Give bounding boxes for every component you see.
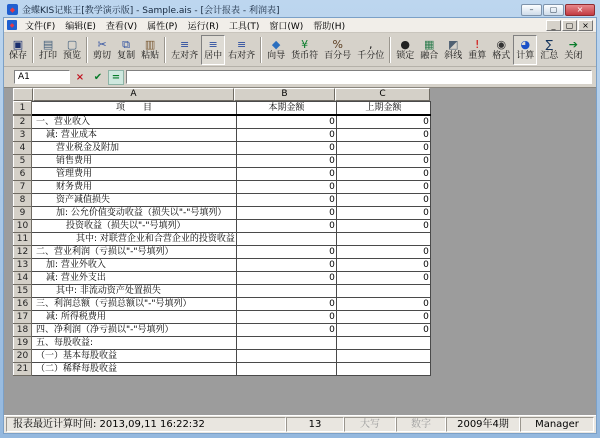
row-header[interactable]: 4	[14, 142, 32, 155]
current-period-cell[interactable]: 0	[236, 181, 336, 194]
current-period-cell[interactable]: 0	[236, 220, 336, 233]
table-row	[14, 324, 431, 337]
table-row	[14, 272, 431, 285]
item-cell[interactable]: 其中: 对联营企业和合营企业的投资收益	[32, 233, 237, 246]
save-icon: ▣	[12, 37, 24, 51]
row-header[interactable]: 10	[14, 220, 32, 233]
calculate-button[interactable]	[513, 35, 537, 65]
toolbar-button-label: 斜线	[444, 50, 463, 61]
formula-cancel-button[interactable]: ×	[75, 71, 85, 83]
column-header-row	[13, 88, 596, 101]
window-controls	[521, 4, 595, 16]
toolbar-button-label: 复制	[117, 50, 136, 61]
row-header[interactable]: 19	[14, 337, 32, 350]
item-cell[interactable]: 资产减值损失	[32, 194, 237, 207]
align-left-icon: ≡	[179, 37, 190, 51]
row-header[interactable]: 17	[14, 311, 32, 324]
printer-icon: ▤	[42, 37, 54, 51]
item-cell[interactable]: 营业税金及附加	[32, 142, 237, 155]
table-row	[14, 298, 431, 311]
formula-bar	[4, 67, 596, 87]
menu-item-tools[interactable]: 工具(T)	[228, 21, 260, 32]
status-panel-uppercase: 大写	[344, 417, 396, 432]
current-period-cell[interactable]: 0	[236, 194, 336, 207]
current-period-cell[interactable]: 0	[236, 115, 336, 129]
toolbar-button-label: 重算	[468, 50, 487, 61]
sigma-icon: ∑	[545, 37, 554, 51]
table-row	[14, 129, 431, 142]
income-statement-table	[13, 101, 431, 376]
merge-button[interactable]	[417, 35, 441, 65]
column-header-a[interactable]: A	[33, 88, 234, 101]
format-button[interactable]	[489, 35, 513, 65]
toolbar-button-label: 打印	[39, 50, 58, 61]
formula-equals-button[interactable]: =	[108, 70, 124, 85]
mdi-close-button[interactable]: ×	[578, 20, 593, 31]
table-row	[14, 246, 431, 259]
item-cell[interactable]: 四、净利润（净亏损以"-"号填列）	[32, 324, 237, 337]
table-row	[14, 233, 431, 246]
calculate-icon: ◕	[520, 37, 531, 51]
prior-period-cell[interactable]: 0	[336, 311, 430, 324]
toolbar-separator	[260, 37, 262, 63]
toolbar-button-label: 保存	[9, 50, 28, 61]
toolbar-button-label: 货币符	[291, 50, 319, 61]
cell-reference-box[interactable]: A1	[14, 70, 70, 84]
status-calc-time: 报表最近计算时间: 2013,09,11 16:22:32	[6, 417, 286, 432]
item-cell[interactable]: 减: 营业成本	[32, 129, 237, 142]
select-all-corner[interactable]	[13, 88, 33, 101]
align-center-icon: ≡	[208, 37, 218, 51]
toolbar-button-label: 千分位	[357, 50, 385, 61]
row-header[interactable]: 15	[14, 285, 32, 298]
toolbar-button-label: 计算	[516, 50, 535, 61]
comma-icon: ,	[368, 37, 373, 51]
item-cell[interactable]: （一）基本每股收益	[32, 350, 237, 363]
item-cell[interactable]: 三、利润总额（亏损总额以"-"号填列）	[32, 298, 237, 311]
table-row	[14, 337, 431, 350]
prior-period-cell[interactable]: 0	[336, 207, 430, 220]
item-cell[interactable]: 加: 公允价值变动收益（损失以"-"号填列）	[32, 207, 237, 220]
row-header[interactable]: 13	[14, 259, 32, 272]
item-cell[interactable]: 一、营业收入	[32, 115, 237, 129]
status-panel-count: 13	[286, 417, 344, 432]
diagonal-button[interactable]	[441, 35, 465, 65]
current-period-cell[interactable]	[236, 363, 336, 376]
summarize-button[interactable]	[537, 35, 561, 65]
item-cell[interactable]: （二）稀释每股收益	[32, 363, 237, 376]
row-header[interactable]: 2	[14, 115, 32, 129]
merge-cells-icon: ▦	[424, 37, 435, 51]
current-period-cell[interactable]	[236, 350, 336, 363]
formula-input[interactable]	[126, 70, 592, 84]
status-panel-user: Manager	[520, 417, 594, 432]
prior-period-cell[interactable]	[336, 363, 430, 376]
item-cell[interactable]: 管理费用	[32, 168, 237, 181]
toolbar-button-label: 格式	[492, 50, 511, 61]
save-button[interactable]	[6, 35, 30, 65]
toolbar-button-label: 汇总	[540, 50, 559, 61]
prior-period-cell[interactable]	[336, 337, 430, 350]
toolbar-separator	[164, 37, 166, 63]
current-period-cell[interactable]	[236, 233, 336, 246]
toolbar-button-label: 向导	[267, 50, 286, 61]
current-period-cell[interactable]: 0	[236, 272, 336, 285]
header-cell-prior-period[interactable]: 上期金额	[336, 102, 430, 116]
exclamation-icon: !	[475, 37, 480, 51]
table-row	[14, 285, 431, 298]
current-period-cell[interactable]	[236, 337, 336, 350]
table-row	[14, 259, 431, 272]
header-cell-current-period[interactable]: 本期金额	[236, 102, 336, 116]
row-header[interactable]: 20	[14, 350, 32, 363]
current-period-cell[interactable]: 0	[236, 259, 336, 272]
current-period-cell[interactable]: 0	[236, 207, 336, 220]
header-cell-item[interactable]: 项 目	[32, 102, 237, 116]
row-header[interactable]: 11	[14, 233, 32, 246]
current-period-cell[interactable]	[236, 285, 336, 298]
mdi-minimize-button[interactable]: _	[546, 20, 561, 31]
table-row	[14, 194, 431, 207]
table-row	[14, 142, 431, 155]
prior-period-cell[interactable]: 0	[336, 194, 430, 207]
item-cell[interactable]: 五、每股收益:	[32, 337, 237, 350]
percent-button[interactable]	[321, 35, 354, 65]
worksheet-area	[4, 87, 596, 415]
maximize-button[interactable]: ▢	[543, 4, 564, 16]
align-right-icon: ≡	[237, 37, 247, 51]
row-header[interactable]: 14	[14, 272, 32, 285]
status-bar	[4, 415, 596, 433]
toolbar-separator	[32, 37, 34, 63]
item-cell[interactable]: 减: 所得税费用	[32, 311, 237, 324]
prior-period-cell[interactable]: 0	[336, 298, 430, 311]
menu-bar	[4, 18, 596, 33]
toolbar-button-label: 融合	[420, 50, 439, 61]
table-row	[14, 115, 431, 129]
toolbar-button-label: 居中	[204, 50, 223, 61]
cut-button[interactable]	[90, 35, 114, 65]
copy-icon: ⧉	[122, 37, 130, 51]
menu-item-window[interactable]: 窗口(W)	[269, 21, 304, 32]
table-row	[14, 311, 431, 324]
prior-period-cell[interactable]: 0	[336, 155, 430, 168]
menu-item-properties[interactable]: 属性(P)	[147, 21, 178, 32]
row-header[interactable]: 9	[14, 207, 32, 220]
menu-items	[20, 19, 350, 32]
toolbar-button-label: 左对齐	[171, 50, 199, 61]
prior-period-cell[interactable]: 0	[336, 168, 430, 181]
prior-period-cell[interactable]	[336, 233, 430, 246]
lock-button[interactable]	[393, 35, 417, 65]
prior-period-cell[interactable]: 0	[336, 272, 430, 285]
print-button[interactable]	[36, 35, 60, 65]
align-right-button[interactable]	[225, 35, 258, 65]
current-period-cell[interactable]: 0	[236, 311, 336, 324]
mdi-restore-button[interactable]: ▢	[562, 20, 577, 31]
align-center-button[interactable]	[201, 35, 225, 65]
current-period-cell[interactable]: 0	[236, 142, 336, 155]
row-header[interactable]: 8	[14, 194, 32, 207]
prior-period-cell[interactable]: 0	[336, 142, 430, 155]
formula-confirm-button[interactable]: ✔	[93, 71, 103, 83]
format-icon: ◉	[496, 37, 507, 51]
recalc-button[interactable]	[465, 35, 489, 65]
wizard-icon: ◆	[271, 37, 281, 51]
item-cell[interactable]: 销售费用	[32, 155, 237, 168]
mdi-window-controls	[546, 20, 593, 31]
menu-item-edit[interactable]: 编辑(E)	[65, 21, 96, 32]
close-button[interactable]	[561, 35, 585, 65]
paste-button[interactable]	[138, 35, 162, 65]
table-row	[14, 220, 431, 233]
wizard-button[interactable]	[264, 35, 288, 65]
row-header[interactable]: 5	[14, 155, 32, 168]
close-button[interactable]: ×	[565, 4, 595, 16]
row-header[interactable]: 21	[14, 363, 32, 376]
table-row	[14, 350, 431, 363]
prior-period-cell[interactable]: 0	[336, 246, 430, 259]
table-row	[14, 155, 431, 168]
minimize-button[interactable]: –	[521, 4, 542, 16]
titlebar	[3, 0, 597, 17]
clipboard-icon: ▥	[144, 37, 156, 51]
toolbar-button-label: 关闭	[564, 50, 583, 61]
current-period-cell[interactable]: 0	[236, 246, 336, 259]
column-header-b[interactable]: B	[234, 88, 335, 101]
toolbar-separator	[389, 37, 391, 63]
item-cell[interactable]: 其中: 非流动资产处置损失	[32, 285, 237, 298]
current-period-cell[interactable]: 0	[236, 168, 336, 181]
row-header[interactable]: 3	[14, 129, 32, 142]
toolbar-button-label: 右对齐	[228, 50, 256, 61]
align-left-button[interactable]	[168, 35, 201, 65]
table-row	[14, 363, 431, 376]
row-header[interactable]: 1	[14, 102, 32, 116]
currency-icon: ¥	[301, 37, 309, 51]
prior-period-cell[interactable]	[336, 350, 430, 363]
menu-item-run[interactable]: 运行(R)	[187, 21, 219, 32]
preview-button[interactable]	[60, 35, 84, 65]
thousands-button[interactable]	[354, 35, 387, 65]
client-area	[3, 17, 597, 434]
table-row	[14, 181, 431, 194]
menu-item-help[interactable]: 帮助(H)	[313, 21, 346, 32]
scissors-icon: ✂	[97, 37, 107, 51]
status-panel-number: 数字	[396, 417, 446, 432]
menu-item-file[interactable]: 文件(F)	[25, 21, 56, 32]
current-period-cell[interactable]: 0	[236, 298, 336, 311]
item-cell[interactable]: 投资收益（损失以"-"号填列）	[32, 220, 237, 233]
currency-button[interactable]	[288, 35, 321, 65]
diagonal-line-icon: ◩	[448, 37, 459, 51]
item-cell[interactable]: 二、营业利润（亏损以"-"号填列）	[32, 246, 237, 259]
current-period-cell[interactable]: 0	[236, 155, 336, 168]
prior-period-cell[interactable]: 0	[336, 220, 430, 233]
toolbar-button-label: 粘贴	[141, 50, 160, 61]
column-header-c[interactable]: C	[335, 88, 430, 101]
item-cell[interactable]: 财务费用	[32, 181, 237, 194]
menu-item-view[interactable]: 查看(V)	[105, 21, 138, 32]
toolbar-button-label: 百分号	[324, 50, 352, 61]
row-header[interactable]: 12	[14, 246, 32, 259]
prior-period-cell[interactable]: 0	[336, 115, 430, 129]
prior-period-cell[interactable]: 0	[336, 324, 430, 337]
lock-icon: ●	[400, 37, 411, 51]
item-cell[interactable]: 减: 营业外支出	[32, 272, 237, 285]
toolbar-button-label: 剪切	[93, 50, 112, 61]
table-row	[14, 168, 431, 181]
toolbar-button-label: 预览	[63, 50, 82, 61]
percent-icon: %	[332, 37, 343, 51]
table-row	[14, 207, 431, 220]
exit-door-icon: ➔	[568, 37, 578, 51]
toolbar-button-label: 锁定	[396, 50, 415, 61]
row-header[interactable]: 6	[14, 168, 32, 181]
status-panel-period: 2009年4期	[446, 417, 520, 432]
app-logo-icon: ◆	[7, 4, 18, 15]
current-period-cell[interactable]: 0	[236, 324, 336, 337]
preview-icon: ▢	[66, 37, 78, 51]
item-cell[interactable]: 加: 营业外收入	[32, 259, 237, 272]
document-logo-icon: ◆	[7, 20, 17, 30]
prior-period-cell[interactable]: 0	[336, 129, 430, 142]
window-title: 金蝶KIS记账王[教学演示版] - Sample.ais - [会计报表 - 利润表]	[22, 6, 280, 16]
prior-period-cell[interactable]	[336, 285, 430, 298]
prior-period-cell[interactable]: 0	[336, 259, 430, 272]
copy-button[interactable]	[114, 35, 138, 65]
toolbar	[4, 33, 596, 67]
row-header[interactable]: 7	[14, 181, 32, 194]
row-header[interactable]: 18	[14, 324, 32, 337]
prior-period-cell[interactable]: 0	[336, 181, 430, 194]
table-header-row	[14, 102, 431, 116]
current-period-cell[interactable]: 0	[236, 129, 336, 142]
toolbar-separator	[86, 37, 88, 63]
row-header[interactable]: 16	[14, 298, 32, 311]
